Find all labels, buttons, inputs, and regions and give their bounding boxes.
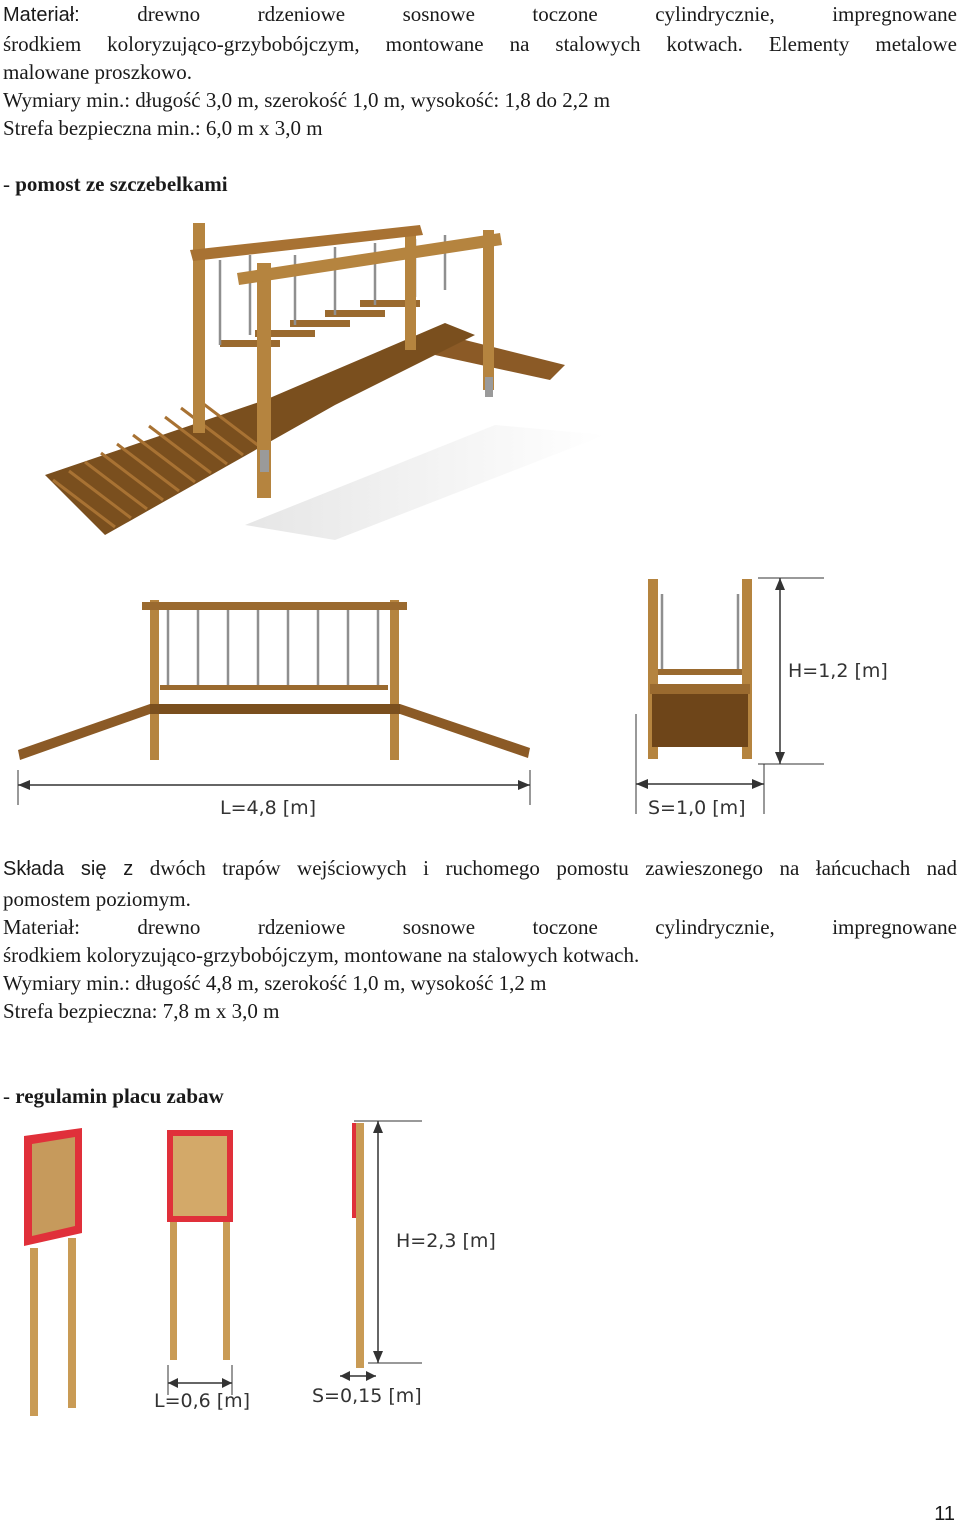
notice-board-3d [22, 1128, 104, 1418]
top-line-4: Wymiary min.: długość 3,0 m, szerokość 1,0 m, wysokość: 1,8 do 2,2 m [3, 88, 611, 112]
desc-line-5: Wymiary min.: długość 4,8 m, szerokość 1,0 m, wysokość 1,2 m [3, 971, 547, 995]
page-number: 11 [934, 1503, 955, 1525]
dim-label-length: L=4,8 [m] [220, 797, 317, 819]
bridge-front-elevation [10, 590, 540, 825]
top-line-3: malowane proszkowo. [3, 60, 192, 84]
top-line-1: Materiał: drewno rdzeniowe sosnowe toczone cylindrycznie, impregnowane [3, 2, 957, 26]
section-heading-pomost: - pomost ze szczebelkami [3, 172, 228, 196]
dim-label-board-length: L=0,6 [m] [154, 1390, 250, 1412]
bridge-side-elevation [628, 574, 918, 824]
desc-line-2: pomostem poziomym. [3, 887, 191, 911]
desc-line-6: Strefa bezpieczna: 7,8 m x 3,0 m [3, 999, 280, 1023]
dim-label-board-width: S=0,15 [m] [312, 1385, 422, 1407]
desc-line-1: Składa się z dwóch trapów wejściowych i ruchomego pomostu zawieszonego na łańcuchach nad [3, 856, 958, 880]
top-line-5: Strefa bezpieczna min.: 6,0 m x 3,0 m [3, 116, 323, 140]
notice-board-side [310, 1118, 510, 1413]
bridge-3d-illustration [5, 205, 605, 555]
notice-board-front [150, 1125, 250, 1415]
section-heading-regulamin: - regulamin placu zabaw [3, 1084, 224, 1108]
desc-line-4: środkiem koloryzująco-grzybobójczym, montowane na stalowych kotwach. [3, 943, 640, 967]
dim-label-width: S=1,0 [m] [648, 797, 746, 819]
top-line-2: środkiem koloryzująco-grzybobójczym, montowane na stalowych kotwach. Elementy metalowe [3, 32, 957, 56]
dim-label-height: H=1,2 [m] [788, 660, 888, 682]
dim-label-board-height: H=2,3 [m] [396, 1230, 496, 1252]
desc-line-3: Materiał: drewno rdzeniowe sosnowe toczone cylindrycznie, impregnowane [3, 915, 957, 939]
